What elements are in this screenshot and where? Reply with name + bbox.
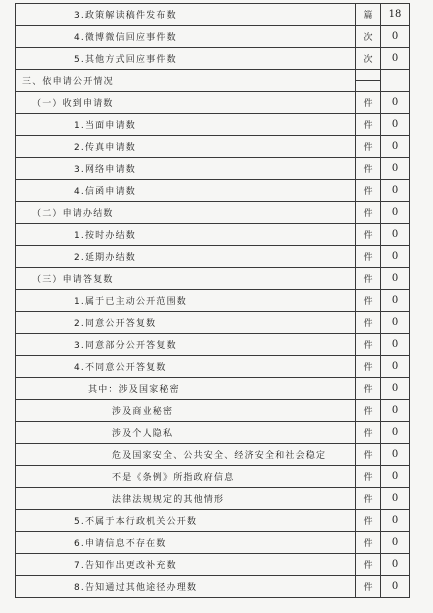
item-label: 6.申请信息不存在数 [16,532,356,554]
table-row [16,488,410,510]
value-cell: 0 [381,422,410,444]
table-row [16,268,410,290]
unit-cell [356,70,381,92]
item-label: （三）申请答复数 [16,268,356,290]
table-row [16,356,410,378]
unit-cell: 件 [356,158,381,180]
value-cell: 0 [381,136,410,158]
unit-cell: 件 [356,180,381,202]
unit-cell: 篇 [356,4,381,26]
item-label: （一）收到申请数 [16,92,356,114]
table-row [16,532,410,554]
value-cell [381,70,410,92]
table-row [16,290,410,312]
table-row [16,510,410,532]
value-cell: 0 [381,114,410,136]
table-row [16,92,410,114]
value-cell: 0 [381,92,410,114]
value-cell: 0 [381,26,410,48]
table-row [16,422,410,444]
unit-cell: 件 [356,246,381,268]
unit-cell: 件 [356,224,381,246]
value-cell: 0 [381,532,410,554]
section-heading: 三、依申请公开情况 [16,70,356,92]
table-row [16,114,410,136]
value-cell: 0 [381,466,410,488]
table-row [16,444,410,466]
statistics-table [15,3,410,598]
item-label: 3.同意部分公开答复数 [16,334,356,356]
value-cell: 0 [381,400,410,422]
unit-cell: 件 [356,488,381,510]
item-label: 1.当面申请数 [16,114,356,136]
item-label: 2.传真申请数 [16,136,356,158]
value-cell: 0 [381,246,410,268]
value-cell: 0 [381,224,410,246]
unit-cell: 件 [356,136,381,158]
table-row [16,378,410,400]
unit-cell: 件 [356,576,381,598]
unit-cell: 件 [356,356,381,378]
item-label: 不是《条例》所指政府信息 [16,466,356,488]
unit-cell: 件 [356,202,381,224]
item-label: 4.微博微信回应事件数 [16,26,356,48]
unit-cell: 件 [356,554,381,576]
unit-cell: 件 [356,114,381,136]
value-cell: 0 [381,334,410,356]
value-cell: 18 [381,4,410,26]
item-label: 危及国家安全、公共安全、经济安全和社会稳定 [16,444,356,466]
item-label: 2.延期办结数 [16,246,356,268]
value-cell: 0 [381,576,410,598]
unit-cell: 件 [356,400,381,422]
value-cell: 0 [381,510,410,532]
item-label: 5.其他方式回应事件数 [16,48,356,70]
table-row [16,246,410,268]
item-label: 8.告知通过其他途径办理数 [16,576,356,598]
item-label: 1.按时办结数 [16,224,356,246]
item-label: 涉及个人隐私 [16,422,356,444]
unit-cell: 件 [356,444,381,466]
value-cell: 0 [381,48,410,70]
item-label: 7.告知作出更改补充数 [16,554,356,576]
value-cell: 0 [381,356,410,378]
value-cell: 0 [381,290,410,312]
unit-cell: 件 [356,532,381,554]
item-label: （二）申请办结数 [16,202,356,224]
item-label: 3.网络申请数 [16,158,356,180]
table-row [16,48,410,70]
value-cell: 0 [381,180,410,202]
table-row [16,4,410,26]
unit-cell: 件 [356,312,381,334]
table-row [16,136,410,158]
value-cell: 0 [381,378,410,400]
table-row [16,554,410,576]
value-cell: 0 [381,268,410,290]
unit-cell: 件 [356,290,381,312]
unit-cell: 件 [356,466,381,488]
unit-cell: 件 [356,422,381,444]
table-row [16,466,410,488]
table-row [16,334,410,356]
table-row [16,158,410,180]
value-cell: 0 [381,158,410,180]
unit-cell: 次 [356,26,381,48]
unit-cell: 件 [356,334,381,356]
unit-cell: 件 [356,92,381,114]
section-row [16,70,410,92]
value-cell: 0 [381,554,410,576]
unit-cell: 件 [356,378,381,400]
value-cell: 0 [381,488,410,510]
table-row [16,224,410,246]
table-row [16,202,410,224]
unit-cell: 件 [356,510,381,532]
table-row [16,576,410,598]
table-row [16,180,410,202]
item-label: 3.政策解读稿件发布数 [16,4,356,26]
value-cell: 0 [381,444,410,466]
table-row [16,26,410,48]
item-label: 4.信函申请数 [16,180,356,202]
item-label: 4.不同意公开答复数 [16,356,356,378]
item-label: 涉及商业秘密 [16,400,356,422]
item-label: 2.同意公开答复数 [16,312,356,334]
item-label: 5.不属于本行政机关公开数 [16,510,356,532]
value-cell: 0 [381,312,410,334]
dash-line [356,80,381,81]
item-label: 法律法规规定的其他情形 [16,488,356,510]
item-label: 其中：涉及国家秘密 [16,378,356,400]
table-row [16,312,410,334]
table-row [16,400,410,422]
statistics-table-body [16,4,410,598]
unit-cell: 次 [356,48,381,70]
value-cell: 0 [381,202,410,224]
item-label: 1.属于已主动公开范围数 [16,290,356,312]
unit-cell: 件 [356,268,381,290]
